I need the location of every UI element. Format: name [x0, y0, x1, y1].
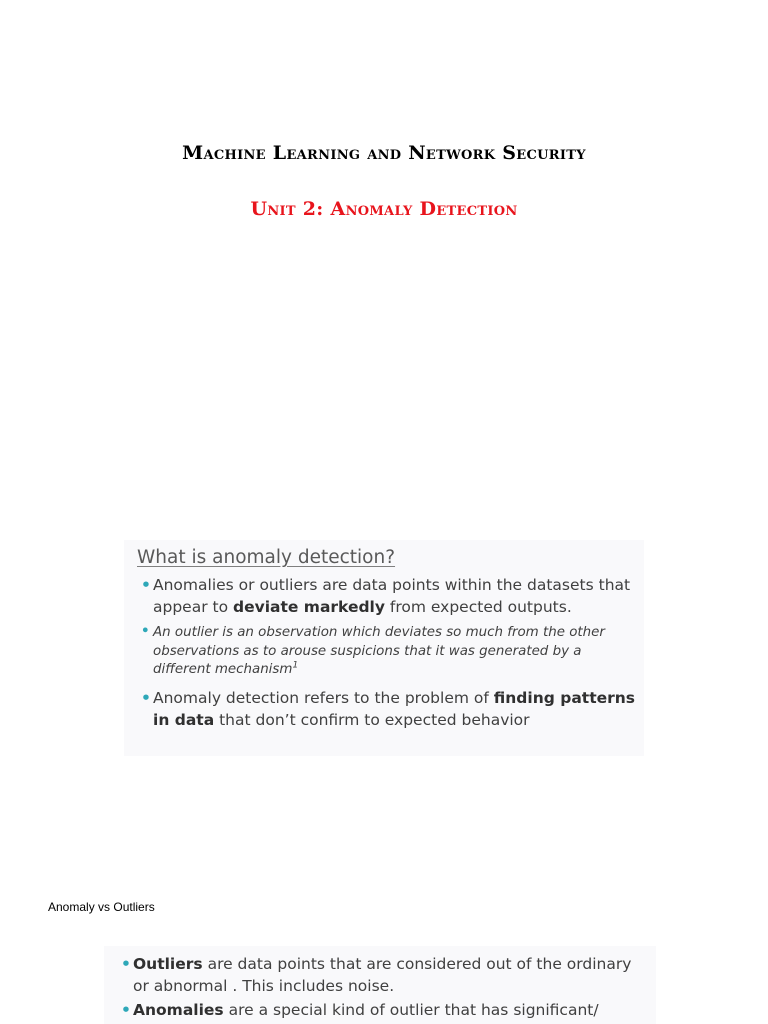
slide-heading: What is anomaly detection?	[137, 547, 396, 568]
bullet-dot-icon: •	[121, 1001, 131, 1019]
bullet-dot-icon: •	[141, 689, 151, 707]
bullet-text: Anomalies are a special kind of outlier that has significant/	[133, 1001, 599, 1019]
bullet-text: Anomalies or outliers are data points within the datasets that appear to deviate markedly from expected outputs.	[153, 576, 631, 616]
bullet-item	[137, 574, 637, 618]
bullet-dot-icon: •	[121, 955, 131, 973]
bullet-item	[117, 953, 637, 997]
section-caption: Anomaly vs Outliers	[48, 900, 155, 914]
bullet-item	[137, 687, 637, 731]
slide-anomaly-detection	[124, 540, 644, 756]
bullet-item	[117, 999, 637, 1021]
document-subtitle: Unit 2: Anomaly Detection	[250, 198, 518, 220]
bullet-dot-icon: •	[141, 624, 150, 639]
bullet-dot-icon: •	[141, 576, 151, 594]
bullet-item	[137, 624, 637, 680]
bullet-text: An outlier is an observation which deviates so much from the other observations as to arouse suspicions that it was generated by a different mechanism$^1$	[153, 625, 605, 677]
slide-anomaly-vs-outliers	[104, 946, 656, 1024]
bullet-text: Anomaly detection refers to the problem of finding patterns in data that don’t confirm to expected behavior	[153, 689, 636, 729]
bullet-text: Outliers are data points that are considered out of the ordinary or abnormal . This includes noise.	[133, 955, 632, 995]
document-title: Machine Learning and Network Security	[182, 142, 586, 164]
